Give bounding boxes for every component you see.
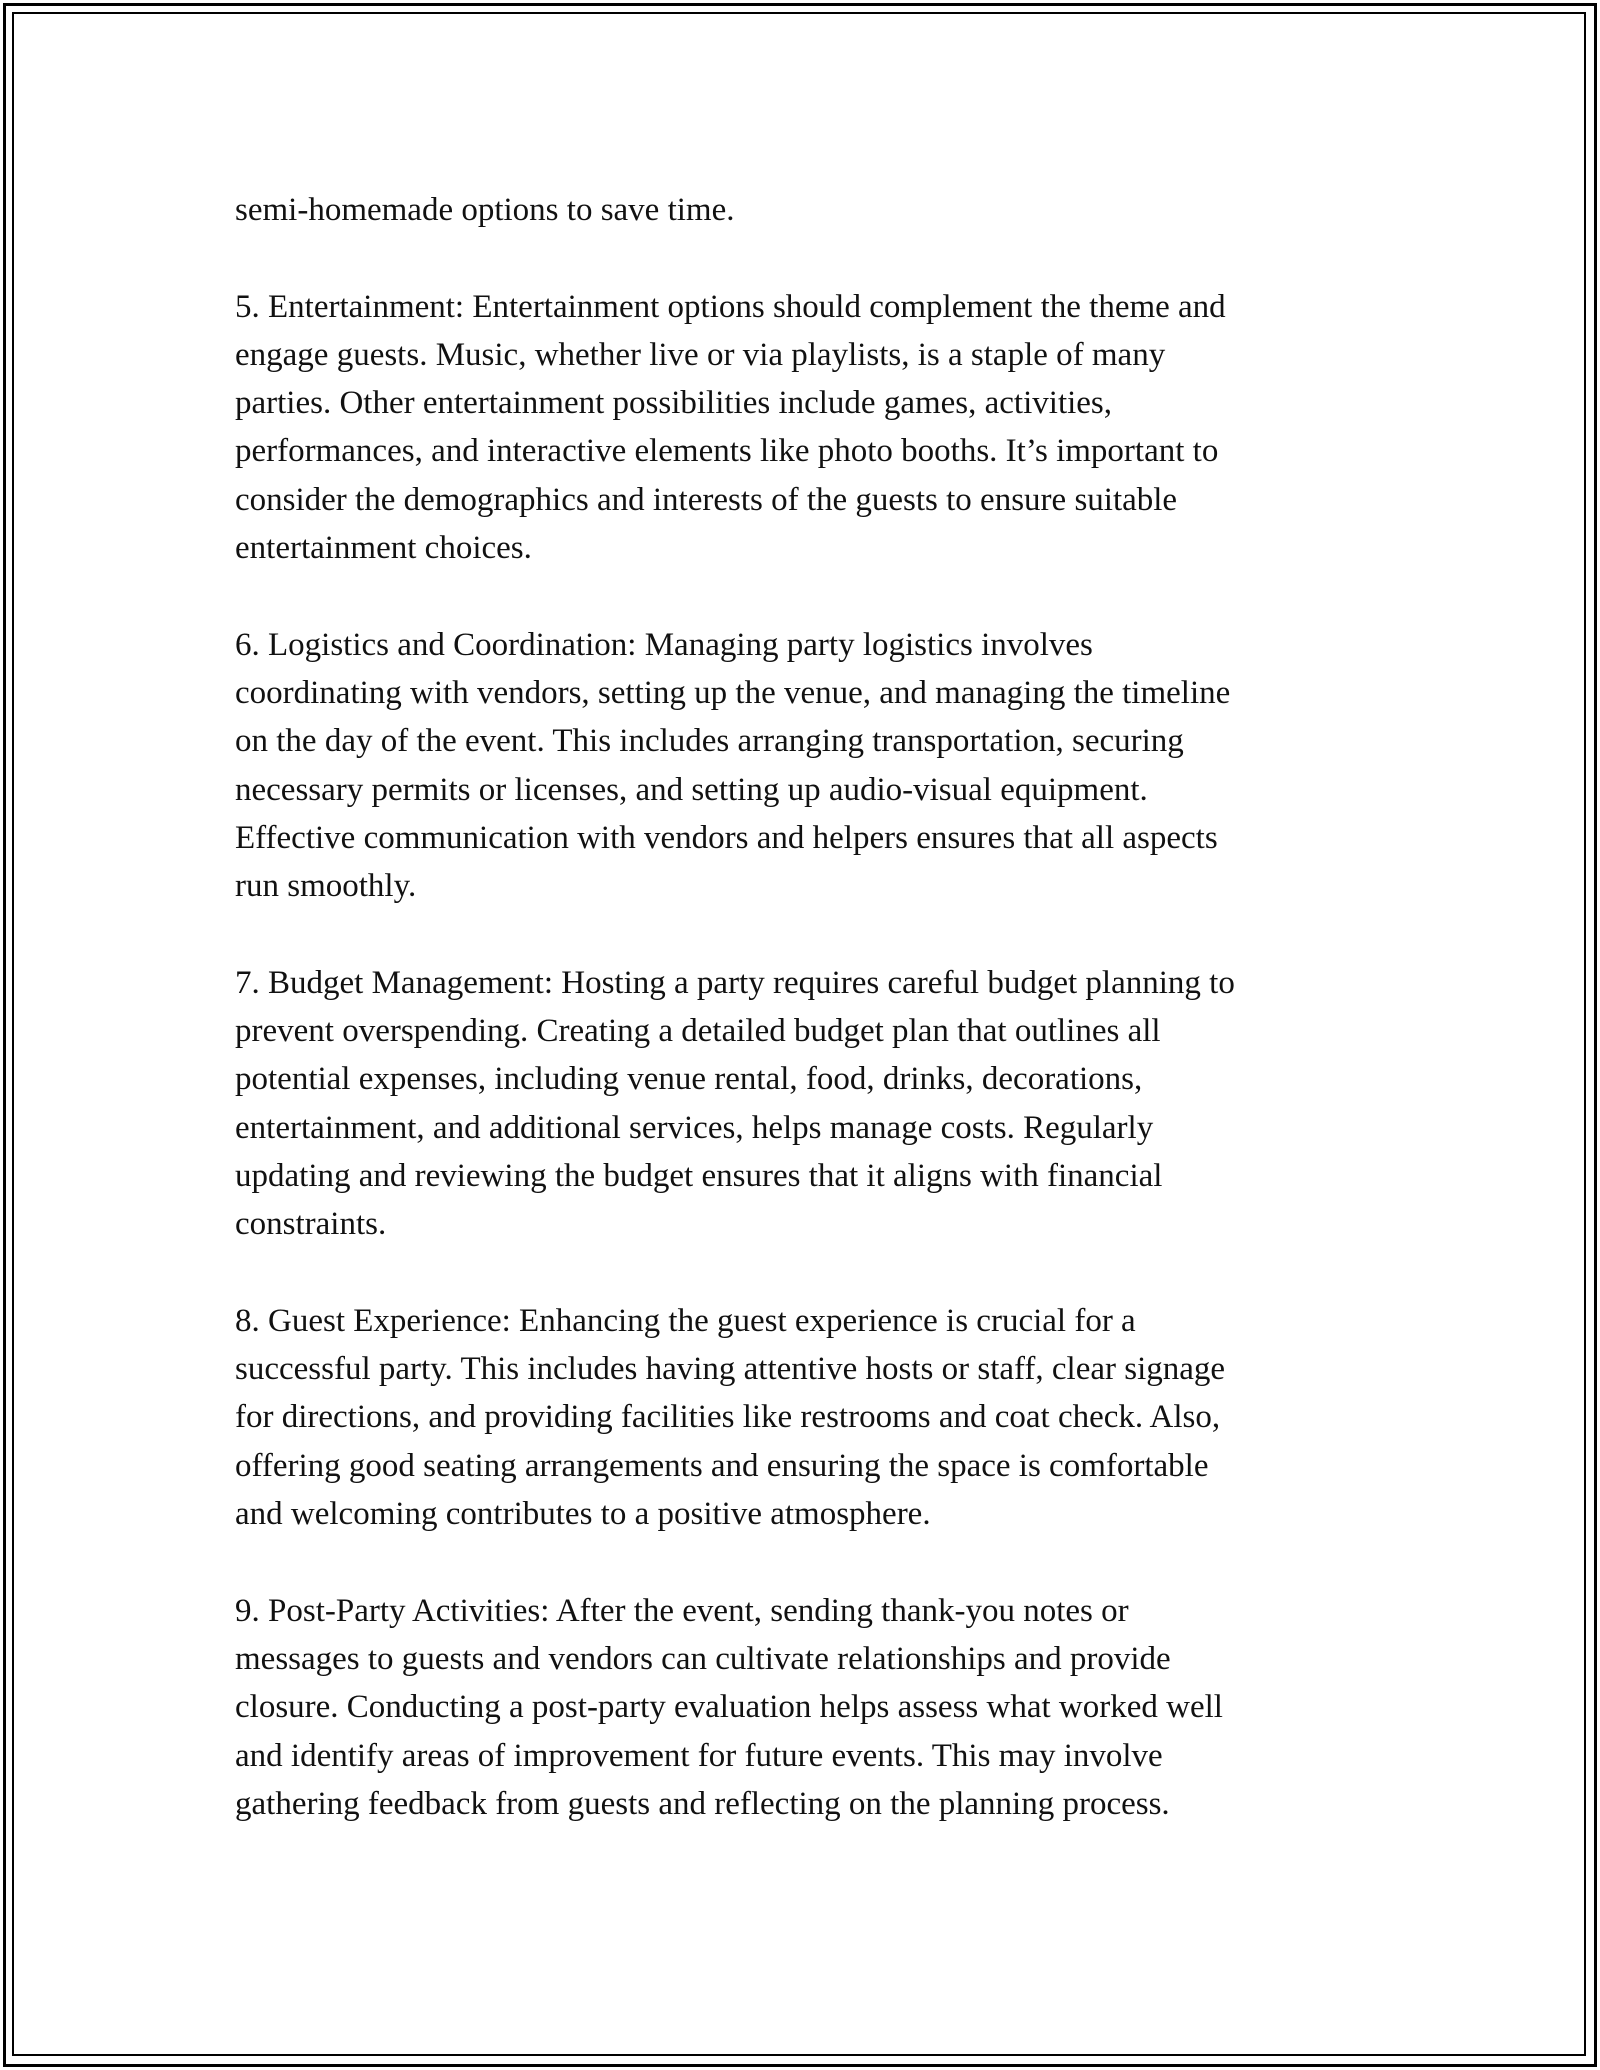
text-line: run smoothly.	[235, 868, 417, 905]
text-line: offering good seating arrangements and ensuring the space is comfortable	[235, 1447, 1209, 1484]
text-line: 5. Entertainment: Entertainment options should complement the theme and	[235, 288, 1226, 325]
text-line: engage guests. Music, whether live or via playlists, is a staple of many	[235, 336, 1166, 373]
text-line: on the day of the event. This includes arranging transportation, securing	[235, 723, 1184, 760]
text-line: 7. Budget Management: Hosting a party requires careful budget planning to	[235, 964, 1235, 1001]
text-line: 8. Guest Experience: Enhancing the guest experience is crucial for a	[235, 1302, 1136, 1339]
text-line: consider the demographics and interests of the guests to ensure suitable	[235, 481, 1178, 518]
text-line: entertainment choices.	[235, 530, 532, 567]
text-line: coordinating with vendors, setting up the venue, and managing the timeline	[235, 674, 1231, 711]
text-line: and welcoming contributes to a positive atmosphere.	[235, 1496, 931, 1533]
text-line: 9. Post-Party Activities: After the event, sending thank-you notes or	[235, 1592, 1129, 1629]
paragraph-guest-experience	[235, 1297, 1365, 1538]
paragraph-logistics	[235, 621, 1365, 911]
paragraph-budget	[235, 959, 1365, 1249]
text-line: performances, and interactive elements like photo booths. It’s important to	[235, 433, 1219, 470]
text-line: messages to guests and vendors can cultivate relationships and provide	[235, 1640, 1171, 1677]
document-body	[235, 186, 1365, 1876]
paragraph-post-party	[235, 1587, 1365, 1828]
text-line: and identify areas of improvement for future events. This may involve	[235, 1737, 1163, 1774]
text-line: updating and reviewing the budget ensures that it aligns with financial	[235, 1157, 1163, 1194]
text-line: constraints.	[235, 1206, 387, 1243]
text-line: prevent overspending. Creating a detailed budget plan that outlines all	[235, 1013, 1161, 1050]
text-line: parties. Other entertainment possibilities include games, activities,	[235, 385, 1113, 422]
text-line: closure. Conducting a post-party evaluation helps assess what worked well	[235, 1689, 1223, 1726]
paragraph-entertainment	[235, 283, 1365, 573]
text-line: necessary permits or licenses, and setting up audio-visual equipment.	[235, 771, 1148, 808]
text-line: gathering feedback from guests and reflecting on the planning process.	[235, 1785, 1170, 1822]
text-line: for directions, and providing facilities like restrooms and coat check. Also,	[235, 1399, 1221, 1436]
text-line: 6. Logistics and Coordination: Managing party logistics involves	[235, 626, 1093, 663]
paragraph-continuation	[235, 186, 1365, 234]
text-line: entertainment, and additional services, helps manage costs. Regularly	[235, 1109, 1154, 1146]
text-line: potential expenses, including venue rental, food, drinks, decorations,	[235, 1061, 1143, 1098]
text-line: Effective communication with vendors and helpers ensures that all aspects	[235, 819, 1218, 856]
text-line: successful party. This includes having attentive hosts or staff, clear signage	[235, 1351, 1226, 1388]
text-line: semi-homemade options to save time.	[235, 192, 735, 228]
